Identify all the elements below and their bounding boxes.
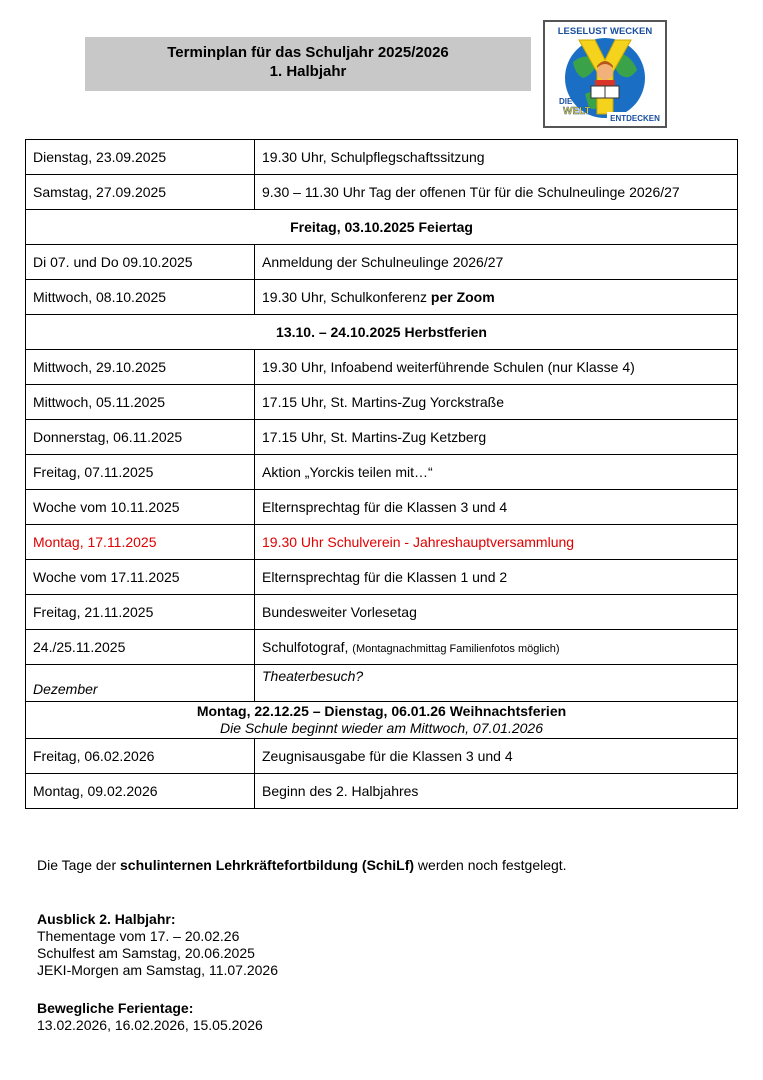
row-event: Anmeldung der Schulneulinge 2026/27 bbox=[255, 245, 738, 280]
row-event: 17.15 Uhr, St. Martins-Zug Yorckstraße bbox=[255, 385, 738, 420]
table-row bbox=[26, 595, 738, 630]
holidays-section bbox=[37, 1000, 263, 1034]
row-date: Freitag, 06.02.2026 bbox=[26, 739, 255, 774]
table-row bbox=[26, 455, 738, 490]
row-date: Woche vom 10.11.2025 bbox=[26, 490, 255, 525]
outlook-item: Schulfest am Samstag, 20.06.2025 bbox=[37, 945, 255, 961]
table-row bbox=[26, 140, 738, 175]
holiday-title: Montag, 22.12.25 – Dienstag, 06.01.26 Weihnachtsferien bbox=[196, 703, 567, 719]
outlook-section bbox=[37, 911, 278, 979]
row-date: Dienstag, 23.09.2025 bbox=[26, 140, 255, 175]
table-row bbox=[26, 630, 738, 665]
holidays-heading: Bewegliche Ferientage: bbox=[37, 1000, 194, 1016]
row-event bbox=[255, 630, 738, 665]
table-row bbox=[26, 560, 738, 595]
table-row bbox=[26, 175, 738, 210]
logo-text-top: LESELUST WECKEN bbox=[557, 26, 653, 37]
event-text: 19.30 Uhr, Schulkonferenz bbox=[262, 289, 431, 305]
row-event: Aktion „Yorckis teilen mit…“ bbox=[255, 455, 738, 490]
row-event: 19.30 Uhr Schulverein - Jahreshauptversammlung bbox=[255, 525, 738, 560]
row-date: Mittwoch, 29.10.2025 bbox=[26, 350, 255, 385]
table-row-highlight bbox=[26, 525, 738, 560]
table-row bbox=[26, 420, 738, 455]
schilf-note bbox=[37, 857, 567, 874]
logo-text-die: DIE bbox=[559, 97, 573, 106]
page-title bbox=[85, 37, 531, 91]
holiday-row bbox=[26, 702, 738, 739]
row-event: Beginn des 2. Halbjahres bbox=[255, 774, 738, 809]
table-row bbox=[26, 280, 738, 315]
title-line-1: Terminplan für das Schuljahr 2025/2026 bbox=[167, 44, 449, 61]
row-date: Woche vom 17.11.2025 bbox=[26, 560, 255, 595]
row-date: Dezember bbox=[26, 665, 255, 702]
note-suffix: werden noch festgelegt. bbox=[414, 857, 567, 873]
row-event: 17.15 Uhr, St. Martins-Zug Ketzberg bbox=[255, 420, 738, 455]
row-event: Elternsprechtag für die Klassen 1 und 2 bbox=[255, 560, 738, 595]
outlook-item: JEKI-Morgen am Samstag, 11.07.2026 bbox=[37, 962, 278, 978]
row-date: Montag, 09.02.2026 bbox=[26, 774, 255, 809]
event-bold-text: per Zoom bbox=[430, 289, 495, 305]
title-line-2: 1. Halbjahr bbox=[269, 63, 347, 80]
outlook-heading: Ausblick 2. Halbjahr: bbox=[37, 911, 176, 927]
row-date: Freitag, 21.11.2025 bbox=[26, 595, 255, 630]
table-row bbox=[26, 385, 738, 420]
logo-text-welt: WELT bbox=[563, 106, 591, 117]
row-date: Samstag, 27.09.2025 bbox=[26, 175, 255, 210]
row-event: Bundesweiter Vorlesetag bbox=[255, 595, 738, 630]
table-row-holiday bbox=[26, 315, 738, 350]
table-row-holiday bbox=[26, 210, 738, 245]
row-event: 19.30 Uhr, Infoabend weiterführende Schulen (nur Klasse 4) bbox=[255, 350, 738, 385]
row-event bbox=[255, 280, 738, 315]
row-date: Montag, 17.11.2025 bbox=[26, 525, 255, 560]
row-date: Donnerstag, 06.11.2025 bbox=[26, 420, 255, 455]
table-row bbox=[26, 350, 738, 385]
outlook-item: Thementage vom 17. – 20.02.26 bbox=[37, 928, 240, 944]
table-row bbox=[26, 774, 738, 809]
note-prefix: Die Tage der bbox=[37, 857, 121, 873]
note-bold: schulinternen Lehrkräftefortbildung (SchiLf) bbox=[120, 857, 415, 873]
holiday-row: 13.10. – 24.10.2025 Herbstferien bbox=[26, 315, 738, 350]
table-row bbox=[26, 490, 738, 525]
table-row-holiday bbox=[26, 702, 738, 739]
holiday-row: Freitag, 03.10.2025 Feiertag bbox=[26, 210, 738, 245]
row-date: Mittwoch, 08.10.2025 bbox=[26, 280, 255, 315]
school-logo bbox=[543, 20, 667, 128]
logo-text-entdecken: ENTDECKEN bbox=[610, 114, 660, 123]
row-event: Zeugnisausgabe für die Klassen 3 und 4 bbox=[255, 739, 738, 774]
row-event: Theaterbesuch? bbox=[255, 665, 738, 702]
row-event: Elternsprechtag für die Klassen 3 und 4 bbox=[255, 490, 738, 525]
row-event: 19.30 Uhr, Schulpflegschaftssitzung bbox=[255, 140, 738, 175]
table-row bbox=[26, 665, 738, 702]
event-small-text: (Montagnachmittag Familienfotos möglich) bbox=[352, 643, 560, 655]
event-text: Schulfotograf, bbox=[262, 639, 353, 655]
table-row bbox=[26, 245, 738, 280]
table-row bbox=[26, 739, 738, 774]
holidays-dates: 13.02.2026, 16.02.2026, 15.05.2026 bbox=[37, 1017, 263, 1033]
row-date: Freitag, 07.11.2025 bbox=[26, 455, 255, 490]
row-date: Mittwoch, 05.11.2025 bbox=[26, 385, 255, 420]
row-event: 9.30 – 11.30 Uhr Tag der offenen Tür für die Schulneulinge 2026/27 bbox=[255, 175, 738, 210]
reading-child-globe-icon bbox=[545, 22, 665, 126]
holiday-subtitle: Die Schule beginnt wieder am Mittwoch, 07.01.2026 bbox=[220, 720, 543, 736]
schedule-table bbox=[25, 139, 738, 809]
row-date: Di 07. und Do 09.10.2025 bbox=[26, 245, 255, 280]
row-date: 24./25.11.2025 bbox=[26, 630, 255, 665]
